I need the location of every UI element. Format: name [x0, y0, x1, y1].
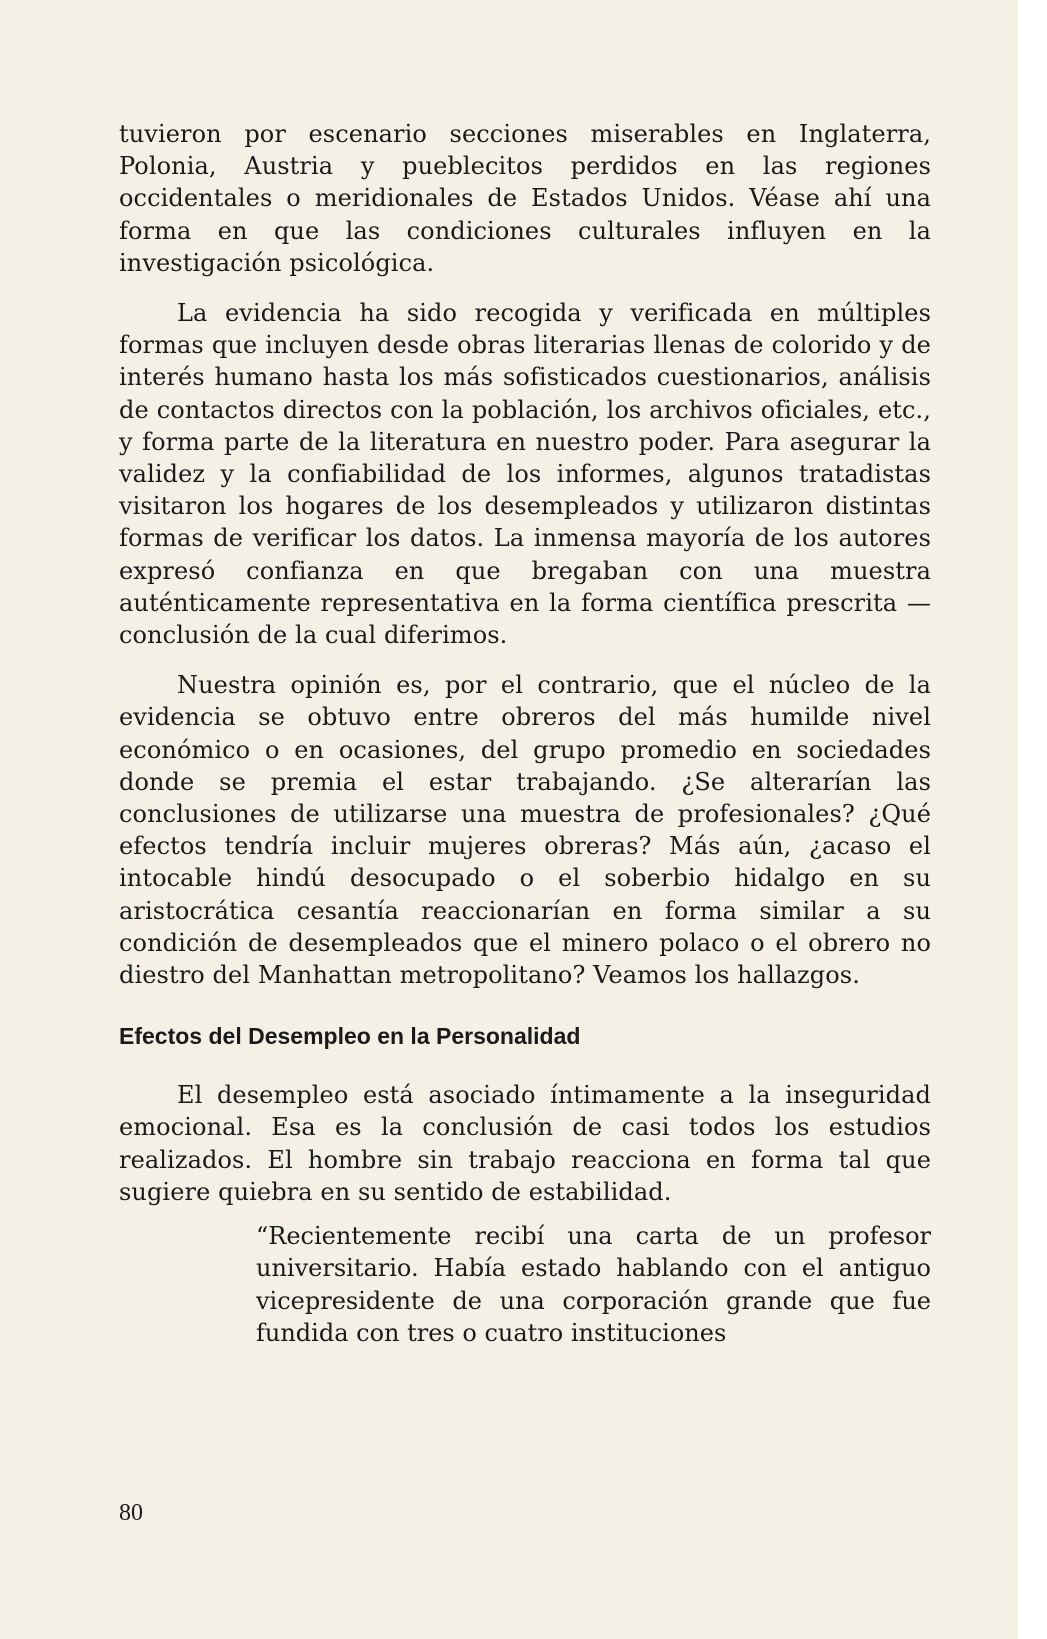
section-heading: Efectos del Desempleo en la Personalidad [119, 1023, 581, 1050]
block-quote: “Recientemente recibí una carta de un profesor universitario. Había estado hablando con el antiguo vicepresidente de una corporación grande que fue fundida con tres o cuatro instituciones [256, 1222, 931, 1347]
page-body [119, 118, 931, 1349]
paragraph-continuation: tuvieron por escenario secciones miserables en Inglaterra, Polonia, Austria y pueblecitos perdidos en las regiones occidentales o meridionales de Estados Unidos. Véase ahí una forma en que las condiciones culturales influyen en la investigación psicológica. [119, 120, 931, 277]
page-number: 80 [119, 1500, 143, 1526]
paragraph-section-intro: El desempleo está asociado íntimamente a la inseguridad emocional. Esa es la conclusión de casi todos los estudios realizados. El hombre sin trabajo reacciona en forma tal que sugiere quiebra en su sentido de estabilidad. [119, 1081, 931, 1206]
paragraph-opinion: Nuestra opinión es, por el contrario, que el núcleo de la evidencia se obtuvo entre obreros del más humilde nivel económico o en ocasiones, del grupo promedio en sociedades donde se premia el estar trabajando. ¿Se alterarían las conclusiones de utilizarse una muestra de profesionales? ¿Qué efectos tendría incluir mujeres obreras? Más aún, ¿acaso el intocable hindú desocupado o el soberbio hidalgo en su aristocrática cesantía reaccionarían en forma similar a su condición de desempleados que el minero polaco o el obrero no diestro del Manhattan metropolitano? Veamos los hallazgos. [119, 671, 931, 990]
paragraph-evidence: La evidencia ha sido recogida y verificada en múltiples formas que incluyen desde obras literarias llenas de colorido y de interés humano hasta los más sofisticados cuestionarios, análisis de contactos directos con la población, los archivos oficiales, etc., y forma parte de la literatura en nuestro poder. Para asegurar la validez y la confiabilidad de los informes, algunos tratadistas visitaron los hogares de los desempleados y utilizaron distintas formas de verificar los datos. La inmensa mayoría de los autores expresó confianza en que bregaban con una muestra auténticamente representativa en la forma científica prescrita — conclusión de la cual diferimos. [119, 299, 931, 650]
page-margin-background [1018, 0, 1047, 1639]
